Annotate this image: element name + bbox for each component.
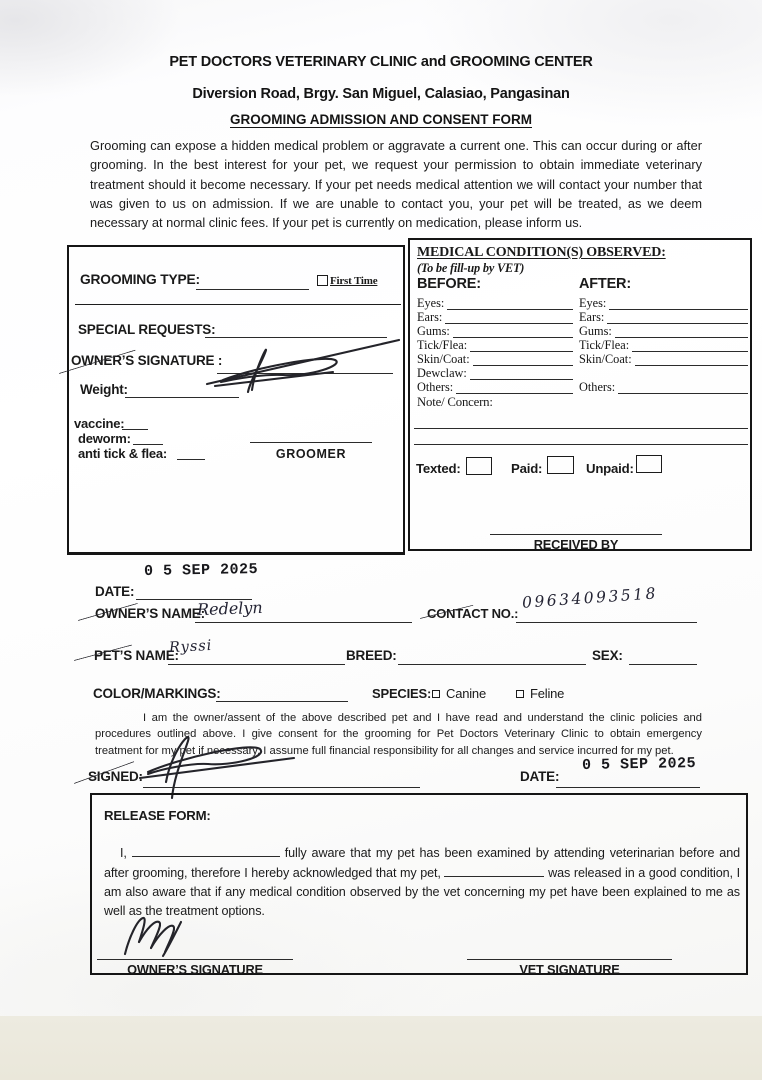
medical-field-label: Others: [417,380,454,394]
anti-tick-flea-label: anti tick & flea: [78,446,168,461]
scanner-bed-background [0,1016,762,1080]
feline-checkbox [516,690,524,698]
date-stamp: 0 5 SEP 2025 [143,561,259,580]
contact-no-label: CONTACT NO.: [427,606,519,621]
medical-field-row [579,310,748,324]
release-indent [104,844,120,857]
release-para-lead: I, [120,846,127,860]
groomer-label: GROOMER [275,447,347,461]
medical-field-row [579,324,748,338]
paid-checkbox [547,456,574,474]
medical-field-row [417,380,573,394]
medical-field-label: Skin/Coat: [579,352,632,366]
feline-label: Feline [530,686,565,701]
first-time-checkbox [317,275,328,286]
owner-signature-label: OWNER’S SIGNATURE : [71,353,223,368]
consent-paragraph: I am the owner/assent of the above described pet and I have read and understand the clinic policies and procedures outlined above. I give consent for the grooming for Pet Doctors Veterinary Clinic to obtain emergency treatment for my pet if necessary. I assume full financial responsibility for all changes and service incurred for my pet. [95,712,702,757]
medical-field-label: Skin/Coat: [417,352,470,366]
medical-field-line [445,311,573,324]
release-owner-signature-line [97,959,293,960]
medical-field-label: Eyes: [579,296,607,310]
release-owner-signature-scribble [117,914,197,958]
breed-line [398,664,586,665]
medical-field-label: Tick/Flea: [417,338,468,352]
owner-name-line [195,622,412,623]
medical-field-line [447,297,573,310]
before-label: BEFORE: [417,276,481,292]
special-requests-label: SPECIAL REQUESTS: [78,322,216,337]
release-owner-signature-label: OWNER’S SIGNATURE [127,962,263,977]
clinic-address: Diversion Road, Brgy. San Miguel, Calasiao, Pangasinan [192,86,570,102]
vaccine-line [122,429,148,430]
pet-name-line [168,664,345,665]
vet-signature-line [467,959,672,960]
pet-name-label: PET’S NAME: [94,648,179,663]
deworm-line [133,444,163,445]
consent-date-line [556,787,700,788]
medical-field-row [579,380,748,394]
contact-no-handwriting: 09634093518 [521,584,659,612]
medical-field-line [470,367,573,380]
medical-field-row [417,338,573,352]
medical-field-label: Gums: [417,324,450,338]
medical-conditions-box [408,238,752,551]
form-title: GROOMING ADMISSION AND CONSENT FORM [230,112,532,127]
texted-checkbox [466,457,492,475]
medical-field-label: Others: [579,380,616,394]
medical-subtitle: (To be fill-up by VET) [417,261,525,275]
medical-field-label: Ears: [579,310,605,324]
medical-field-line [609,297,748,310]
pet-name-handwriting: Ryssi [168,637,213,657]
clinic-name: PET DOCTORS VETERINARY CLINIC and GROOMING CENTER [169,54,593,70]
received-by-label: RECEIVED BY [533,537,619,552]
consent-date-label: DATE: [520,769,560,784]
note-line-2 [414,444,748,445]
note-line-1 [414,428,748,429]
unpaid-label: Unpaid: [586,461,634,476]
anti-tick-flea-line [177,459,205,460]
weight-line [125,397,239,398]
grooming-box [67,245,405,555]
release-blank-owner [132,843,280,857]
canine-label: Canine [446,686,486,701]
contact-no-line [516,622,697,623]
medical-field-row [579,338,748,352]
medical-field-label: Tick/Flea: [579,338,630,352]
color-markings-label: COLOR/MARKINGS: [93,686,221,701]
release-para-tail: was released in a good condition, I am also aware that if any medical condition observed by the vet concerning my pet have been explained to me as well as the treatment options. [104,866,740,918]
intro-paragraph: Grooming can expose a hidden medical problem or aggravate a current one. This can occur during or after grooming. In the best interest for your pet, we request your permission to obtain immediate veterinary treatment should it become necessary. If your pet needs medical attention we will contact your number that was given to us on admission. If we are unable to contact you, your pet will be treated, as we deem necessary at normal clinic fees. If your pet is currently on medication, please inform us. [90,138,702,231]
release-form-title: RELEASE FORM: [104,808,211,823]
vaccine-label: vaccine: [74,416,125,431]
signed-label: SIGNED: [88,769,143,784]
weight-label: Weight: [80,382,128,397]
grooming-type-line [196,289,309,290]
medical-field-row [417,310,573,324]
medical-field-label: Ears: [417,310,443,324]
owner-name-label: OWNER’S NAME: [95,606,205,621]
consent-date-stamp: 0 5 SEP 2025 [581,755,697,774]
medical-field-line [473,353,573,366]
medical-field-row [579,296,748,310]
medical-field-line [607,311,748,324]
canine-checkbox [432,690,440,698]
groomer-line [250,442,372,443]
vet-signature-label: VET SIGNATURE [519,962,620,977]
medical-field-line [618,381,748,394]
signed-line [143,787,420,788]
medical-field-line [470,339,573,352]
release-paragraph [104,843,740,921]
date-label: DATE: [95,584,135,599]
medical-field-row [417,324,573,338]
release-blank-pet [444,863,544,877]
medical-field-line [632,339,748,352]
texted-label: Texted: [416,461,461,476]
unpaid-checkbox [636,455,662,473]
owner-signature-scribble [195,326,405,396]
sex-line [629,664,697,665]
sex-label: SEX: [592,648,623,663]
owner-name-handwriting: Redelyn [196,597,263,620]
signed-signature-scribble [132,720,302,800]
species-label: SPECIES: [372,686,432,701]
release-form-box [90,793,748,975]
grooming-box-divider-line [75,304,401,305]
medical-field-line [453,325,573,338]
medical-field-row [579,352,748,366]
color-markings-line [216,701,348,702]
paid-label: Paid: [511,461,543,476]
medical-field-row [417,352,573,366]
medical-field-line [456,381,573,394]
medical-field-line [635,353,748,366]
grooming-type-label: GROOMING TYPE: [80,272,200,287]
received-by-line [490,534,662,535]
medical-field-line [615,325,748,338]
medical-title: MEDICAL CONDITION(S) OBSERVED: [417,245,666,260]
release-para-mid: fully aware that my pet has been examined by attending veterinarian before and after grooming, therefore I hereby acknowledged that my pet, [104,846,740,880]
medical-field-row [417,296,573,310]
after-label: AFTER: [579,276,631,292]
medical-field-label: Gums: [579,324,612,338]
medical-field-label: Eyes: [417,296,445,310]
medical-field-row [417,366,573,380]
deworm-label: deworm: [78,431,131,446]
medical-field-label: Dewclaw: [417,366,467,380]
note-concern-label: Note/ Concern: [417,395,493,409]
breed-label: BREED: [346,648,397,663]
first-time-label: First Time [330,275,378,287]
